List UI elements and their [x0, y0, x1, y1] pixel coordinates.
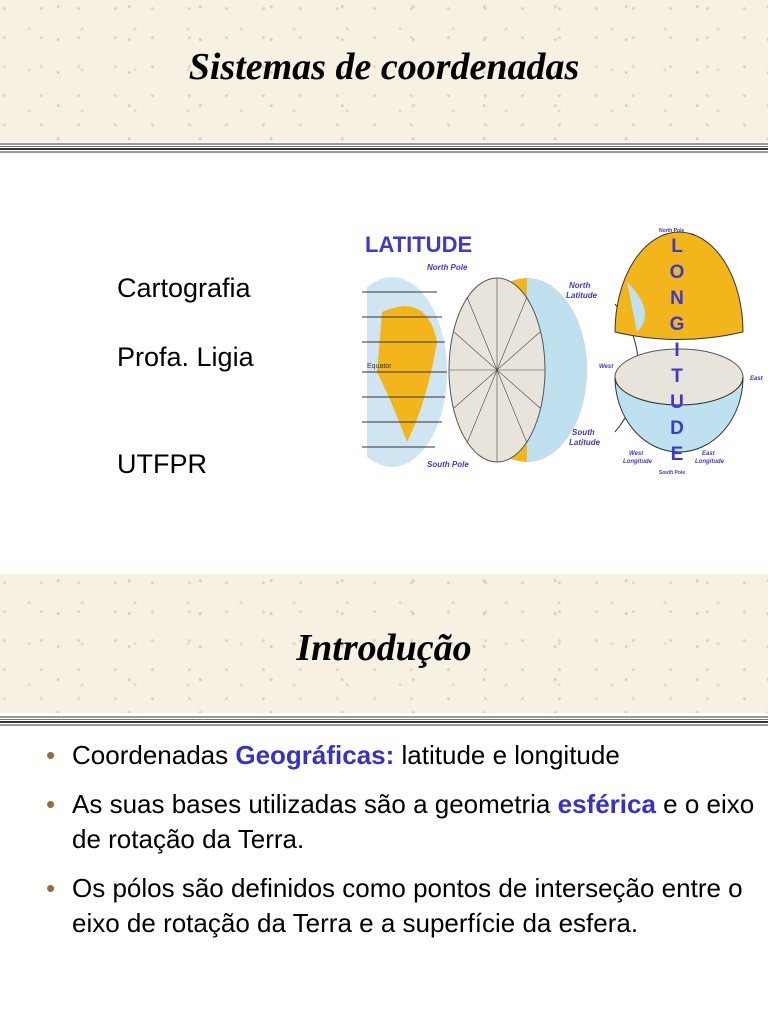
- east-longitude-label: East: [702, 451, 715, 457]
- bullet-text: e o eixo de rotação da Terra.: [72, 789, 755, 854]
- longitude-letter: I: [674, 340, 680, 361]
- south-pole-label-2: South Pole: [659, 470, 686, 476]
- header-divider: [0, 142, 768, 154]
- bullet-list: [46, 738, 756, 955]
- east-longitude-label-2: Longitude: [695, 459, 724, 465]
- north-latitude-label-2: Latitude: [566, 291, 598, 300]
- latitude-title: LATITUDE: [365, 232, 473, 257]
- longitude-letter: L: [671, 236, 683, 257]
- bullet-text: As suas bases utilizadas são a geometria: [72, 789, 558, 819]
- longitude-letter: D: [670, 418, 684, 439]
- bullet-highlight: Geográficas:: [235, 740, 395, 770]
- south-pole-label: South Pole: [427, 460, 469, 469]
- west-longitude-label-2: Longitude: [623, 459, 652, 465]
- course-name: Cartografia: [117, 273, 251, 303]
- bullet-text: Coordenadas: [72, 740, 236, 770]
- institution: UTFPR: [117, 449, 207, 479]
- bullet-item: [46, 871, 756, 941]
- bullet-item: [46, 738, 756, 773]
- professor-name: Profa. Ligia: [117, 342, 254, 372]
- west-label: West: [599, 364, 614, 370]
- longitude-letter: U: [670, 392, 684, 413]
- bullet-highlight: esférica: [557, 789, 656, 819]
- slide2-title: Introdução: [296, 627, 472, 669]
- bullet-item: [46, 787, 756, 857]
- north-latitude-label: North: [569, 281, 591, 290]
- bullet-icon: •: [46, 873, 56, 903]
- north-pole-label-2: North Pole: [659, 228, 685, 234]
- longitude-letter: O: [669, 262, 685, 283]
- bullet-icon: •: [46, 789, 56, 819]
- south-latitude-label: South: [572, 428, 595, 437]
- longitude-letter: N: [670, 288, 684, 309]
- longitude-letter: G: [669, 314, 685, 335]
- latitude-longitude-diagram: [357, 222, 768, 480]
- equator-label: Equator: [367, 363, 392, 370]
- south-latitude-label-2: Latitude: [569, 438, 601, 447]
- longitude-letter: T: [671, 366, 683, 387]
- bullet-text: Os pólos são definidos como pontos de interseção entre o eixo de rotação da Terra e a superfície da esfera.: [72, 873, 743, 938]
- bullet-icon: •: [46, 740, 56, 770]
- bullet-text: latitude e longitude: [394, 740, 620, 770]
- longitude-letter: E: [670, 444, 684, 465]
- east-label: East: [750, 376, 763, 382]
- north-pole-label: North Pole: [427, 263, 468, 272]
- west-longitude-label: West: [629, 451, 644, 457]
- slide1-title: Sistemas de coordenadas: [188, 46, 580, 88]
- header-divider-2: [0, 715, 768, 727]
